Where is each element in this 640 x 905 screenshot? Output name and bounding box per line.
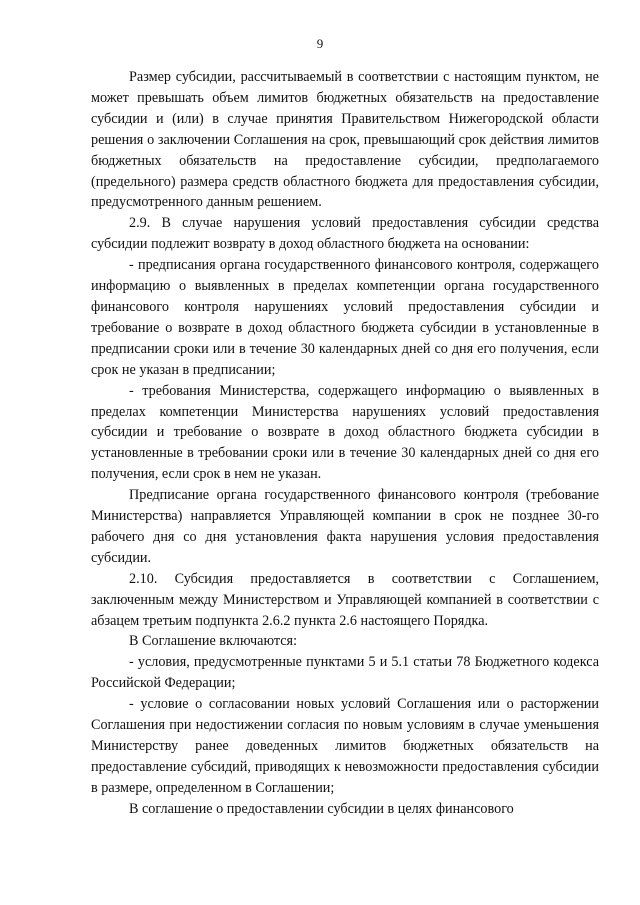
- paragraph-new-conditions: - условие о согласовании новых условий Соглашения или о расторжении Соглашения при недостижении согласия по новым условиям в случае уменьшения Министерству ранее доведенных лимитов бюджетных обязательств на предоставление субсидий, приводящих к невозможности предоставления субсидии в размере, определенном в Соглашении;: [91, 696, 599, 796]
- paragraph-ministry-demand: - требования Министерства, содержащего информацию о выявленных в пределах компетенции Министерства нарушениях условий предоставления субсидии и требование о возврате в доход областного бюджета субсидии в установленные в требовании сроки или в течение 30 календарных дней со дня его получения, если срок в нем не указан.: [91, 382, 599, 483]
- paragraph-subsidy-limit: Размер субсидии, рассчитываемый в соответствии с настоящим пунктом, не может превышать объем лимитов бюджетных обязательств на предоставление субсидии и (или) в случае принятия Правительством Нижегородской области решения о заключении Соглашения на срок, превышающий срок действия лимитов бюджетных обязательств на предоставление субсидии, предполагаемого (предельного) размера средств областного бюджета для предоставления субсидии, предусмотренного данным решением.: [91, 69, 599, 211]
- document-body: [91, 67, 599, 820]
- paragraph-agreement-includes: В Соглашение включаются:: [129, 633, 298, 650]
- paragraph-budget-code-conditions: - условия, предусмотренные пунктами 5 и 5.1 статьи 78 Бюджетного кодекса Российской Федерации;: [91, 654, 599, 692]
- paragraph-order-sent: Предписание органа государственного финансового контроля (требование Министерства) направляется Управляющей компании в срок не позднее 30-го рабочего дня со дня установления факта нарушения условия предоставления субсидии.: [91, 487, 599, 566]
- page-number: 9: [316, 36, 324, 51]
- paragraph-2-10: 2.10. Субсидия предоставляется в соответствии с Соглашением, заключенным между Министерством и Управляющей компанией в соответствии с абзацем третьим подпункта 2.6.2 пункта 2.6 настоящего Порядка.: [91, 570, 599, 629]
- paragraph-agreement-financing: В соглашение о предоставлении субсидии в целях финансового: [129, 800, 514, 817]
- paragraph-control-order: - предписания органа государственного финансового контроля, содержащего информацию о выявленных в пределах компетенции органа государственного финансового контроля нарушениях условий предоставления субсидии и требование о возврате в доход областного бюджета субсидии в установленные в предписании сроки или в течение 30 календарных дней со дня его получения, если срок не указан в предписании;: [91, 257, 599, 378]
- paragraph-2-9: 2.9. В случае нарушения условий предоставления субсидии средства субсидии подлежит возврату в доход областного бюджета на основании:: [91, 215, 599, 253]
